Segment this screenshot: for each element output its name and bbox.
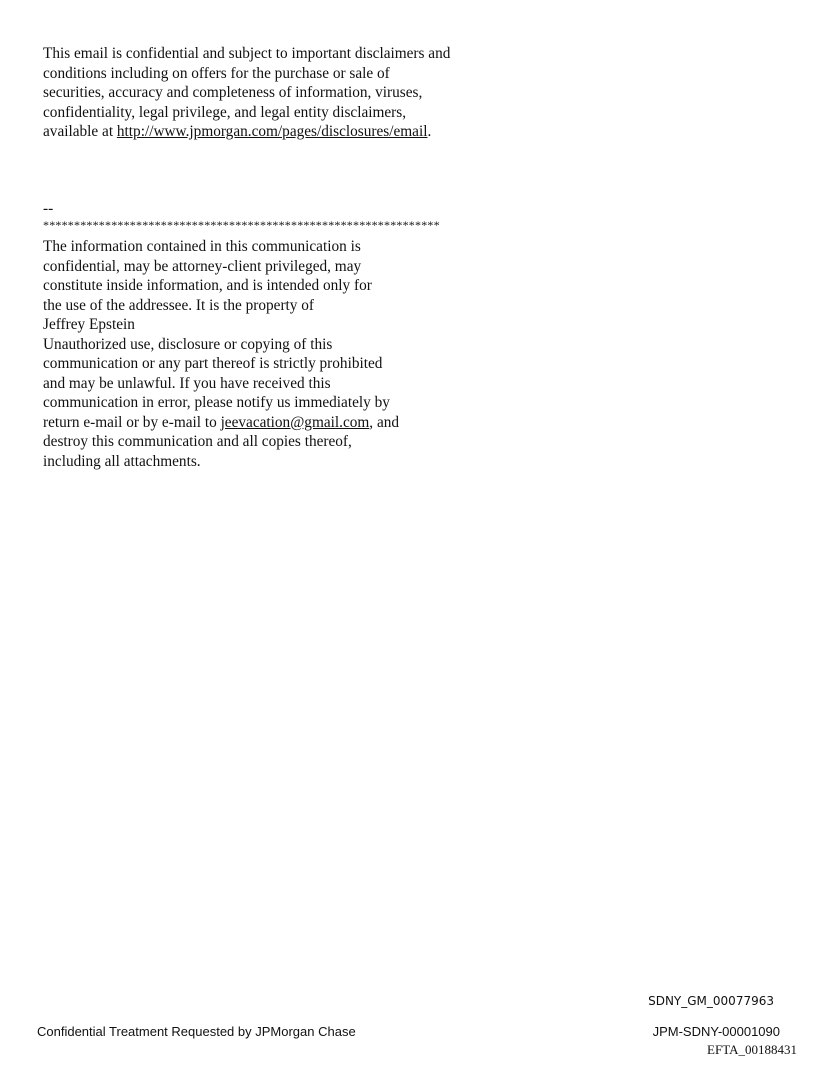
disclaimer-period: . bbox=[427, 123, 432, 140]
signature-dashes: -- bbox=[43, 200, 54, 217]
notice-line: confidential, may be attorney-client privileged, may bbox=[43, 257, 362, 275]
asterisk-divider: **************************************************************** bbox=[43, 218, 440, 232]
notice-line: including all attachments. bbox=[43, 452, 201, 470]
notice-line: The information contained in this communication is bbox=[43, 238, 361, 255]
notice-line: Unauthorized use, disclosure or copying of this bbox=[43, 335, 333, 353]
email-link[interactable]: jeevacation@gmail.com bbox=[220, 413, 370, 431]
confidentiality-notice bbox=[43, 237, 563, 471]
disclaimer-line: securities, accuracy and completeness of information, viruses, bbox=[43, 84, 423, 101]
confidential-treatment-notice: Confidential Treatment Requested by JPMorgan Chase bbox=[37, 1024, 356, 1039]
jpmorgan-disclaimer bbox=[43, 44, 563, 142]
notice-line: constitute inside information, and is intended only for bbox=[43, 277, 372, 294]
notice-owner-line: Jeffrey Epstein bbox=[43, 316, 135, 333]
disclaimer-last-line bbox=[43, 122, 563, 142]
disclaimer-line: conditions including on offers for the purchase or sale of bbox=[43, 64, 390, 82]
bates-number-efta: EFTA_00188431 bbox=[707, 1042, 797, 1057]
notice-line: the use of the addressee. It is the property of bbox=[43, 296, 315, 314]
disclosures-link[interactable]: http://www.jpmorgan.com/pages/disclosures/email bbox=[116, 123, 428, 140]
disclaimer-available-at: available at bbox=[43, 123, 117, 140]
notice-line: communication or any part thereof is strictly prohibited bbox=[43, 355, 383, 372]
disclaimer-line: This email is confidential and subject to important disclaimers and bbox=[43, 45, 451, 62]
notice-line: destroy this communication and all copies thereof, bbox=[43, 433, 352, 450]
notice-line: and may be unlawful. If you have received this bbox=[43, 374, 331, 392]
bates-number-sdny: SDNY_GM_00077963 bbox=[648, 994, 774, 1008]
bates-number-jpm: JPM-SDNY-00001090 bbox=[652, 1024, 780, 1039]
disclaimer-line: confidentiality, legal privilege, and legal entity disclaimers, bbox=[43, 103, 407, 121]
notice-line: communication in error, please notify us immediately by bbox=[43, 394, 390, 411]
notice-email-suffix: , and bbox=[369, 413, 400, 431]
notice-email-prefix: return e-mail or by e-mail to bbox=[43, 413, 221, 431]
notice-email-line bbox=[43, 413, 563, 433]
